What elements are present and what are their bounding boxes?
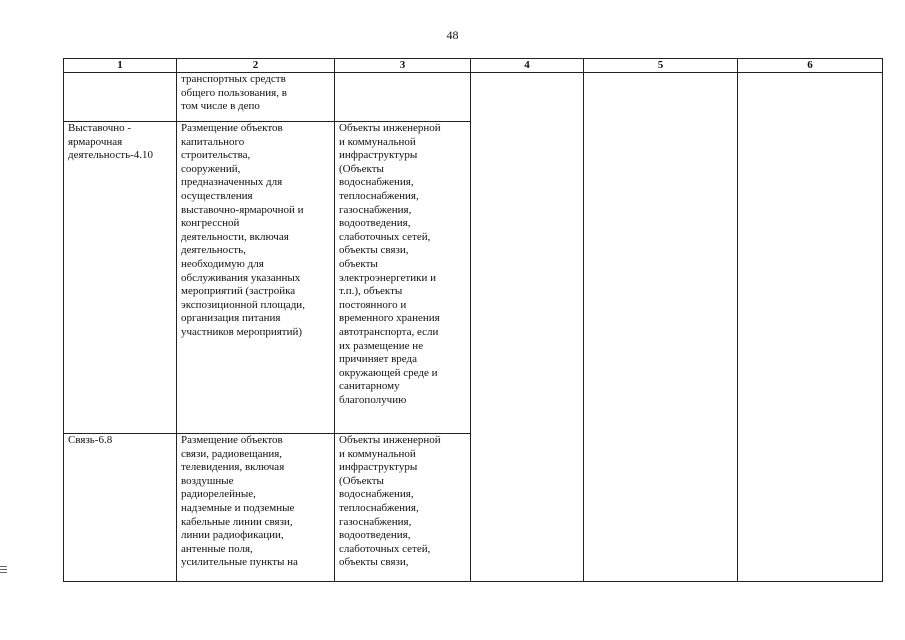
table-cell (335, 73, 471, 122)
cell-text: Объекты инженерной и коммунальной инфраструктуры (Объекты водоснабжения, теплоснабжения, газоснабжения, водоотведения, слаботочных сетей, объекты связи, объекты электроэнергетики и т.п.), объекты постоянного и временного хранения автотранспорта, если их размещение не причиняет вреда окружающей среде и санитарному благополучию (339, 122, 441, 406)
empty-column-cell (738, 73, 883, 582)
cell-text: Выставочно - ярмарочная деятельность-4.10 (68, 122, 154, 162)
scan-edge-marks (0, 566, 7, 575)
table-cell (335, 122, 471, 434)
empty-column-cell (584, 73, 738, 582)
cell-text: Размещение объектов капитального строительства, сооружений, предназначенных для осуществления выставочно-ярмарочной и конгрессной деятельности, включая деятельность, необходимую для обслуживания указанных мероприятий (застройка экспозиционной площади, организация питания участников мероприятий) (181, 122, 305, 338)
empty-column-cell (471, 73, 584, 582)
cell-text: Объекты инженерной и коммунальной инфраструктуры (Объекты водоснабжения, теплоснабжения, газоснабжения, водоотведения, слаботочных сетей, объекты связи, (339, 434, 441, 569)
table-row (64, 73, 883, 122)
column-header: 2 (177, 59, 335, 73)
table-cell (64, 434, 177, 582)
table-cell (64, 73, 177, 122)
cell-text: Размещение объектов связи, радиовещания, телевидения, включая воздушные радиорелейные, надземные и подземные кабельные линии связи, линии радиофикации, антенные поля, усилительные пункты на (181, 434, 298, 569)
table-cell (177, 122, 335, 434)
column-header: 1 (64, 59, 177, 73)
column-header: 4 (471, 59, 584, 73)
table-cell (177, 73, 335, 122)
cell-text: Связь-6.8 (68, 434, 113, 446)
cell-text: транспортных средств общего пользования, в том числе в депо (181, 73, 287, 113)
document-table (63, 58, 883, 582)
table-header-row (64, 59, 883, 73)
column-header: 5 (584, 59, 738, 73)
column-header: 3 (335, 59, 471, 73)
page-number: 48 (446, 28, 459, 42)
table-cell (64, 122, 177, 434)
column-header: 6 (738, 59, 883, 73)
table-cell (177, 434, 335, 582)
table-cell (335, 434, 471, 582)
